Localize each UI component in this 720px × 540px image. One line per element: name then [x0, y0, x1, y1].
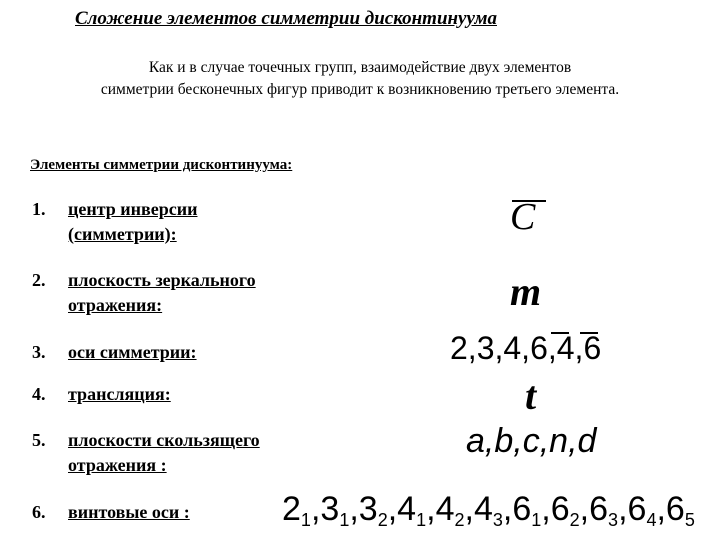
- screw-axis-subscript: 1: [339, 510, 350, 530]
- item-label: [68, 382, 171, 407]
- item-label: [68, 428, 260, 478]
- screw-axis-symbol: [628, 490, 657, 528]
- screw-axis-subscript: 3: [608, 510, 619, 530]
- item-label: [68, 340, 197, 365]
- separator-comma: ,: [618, 490, 628, 528]
- screw-axis-symbol: [359, 490, 388, 528]
- item-label-line-1: оси симметрии:: [68, 342, 197, 362]
- screw-axis-subscript: 2: [569, 510, 580, 530]
- item-number: 6.: [32, 502, 46, 522]
- separator-comma: ,: [579, 490, 590, 528]
- intro-line-1: Как и в случае точечных групп, взаимодействие двух элементов: [148, 59, 572, 76]
- screw-axis-symbol: [666, 490, 695, 528]
- screw-axis-subscript: 2: [454, 510, 465, 530]
- screw-axis-order: 6: [512, 490, 532, 528]
- screw-axis-subscript: 2: [377, 510, 388, 530]
- item-label-line-2: отражения:: [68, 295, 163, 315]
- screw-axis-subscript: 5: [684, 510, 695, 530]
- screw-axis-order: 6: [589, 490, 609, 528]
- screw-axis-order: 4: [397, 490, 417, 528]
- screw-axes-symbols: [282, 490, 695, 531]
- screw-axis-symbol: [512, 490, 541, 528]
- separator-comma: ,: [541, 490, 551, 528]
- item-number: 2.: [32, 270, 46, 290]
- item-label-line-1: винтовые оси :: [68, 502, 190, 522]
- screw-axis-order: 4: [473, 490, 493, 528]
- screw-axis-symbol: [282, 490, 311, 528]
- item-label-line-1: трансляция:: [68, 384, 171, 404]
- screw-axis-subscript: 3: [492, 510, 503, 530]
- item-label-line-1: плоскость зеркального: [68, 270, 256, 290]
- screw-axis-order: 2: [282, 490, 301, 528]
- intro-text: [18, 57, 702, 101]
- symmetry-axes-symbols: 2,3,4,6,4,6: [450, 330, 602, 366]
- glide-planes-symbols: a,b,c,n,d: [466, 422, 597, 460]
- screw-axis-order: 6: [627, 490, 647, 528]
- separator-comma: ,: [656, 490, 666, 528]
- screw-axis-order: 4: [435, 490, 455, 528]
- item-label: [68, 268, 256, 318]
- screw-axis-subscript: 1: [300, 510, 311, 530]
- screw-axis-order: 3: [320, 490, 340, 528]
- item-label: [68, 197, 198, 247]
- item-label-line-1: центр инверсии: [68, 199, 198, 219]
- item-number: 5.: [32, 430, 46, 450]
- screw-axis-order: 6: [665, 490, 685, 528]
- item-number: 3.: [32, 342, 46, 362]
- separator-comma: ,: [426, 490, 436, 528]
- separator-comma: ,: [349, 490, 359, 528]
- translation-symbol: t: [525, 373, 537, 418]
- screw-axis-symbol: [551, 490, 580, 528]
- screw-axis-subscript: 1: [531, 510, 542, 530]
- screw-axis-subscript: 1: [416, 510, 427, 530]
- separator-comma: ,: [387, 490, 398, 528]
- screw-axis-symbol: [436, 490, 465, 528]
- screw-axis-symbol: [474, 490, 503, 528]
- separator-comma: ,: [502, 490, 513, 528]
- screw-axis-order: 6: [550, 490, 570, 528]
- screw-axis-subscript: 4: [646, 510, 657, 530]
- intro-line-2: симметрии бесконечных фигур приводит к возникновению третьего элемента.: [100, 81, 620, 98]
- screw-axis-order: 3: [358, 490, 378, 528]
- separator-comma: ,: [310, 490, 321, 528]
- slide-title: Сложение элементов симметрии дисконтинуума: [75, 8, 497, 29]
- item-label-line-2: (симметрии):: [68, 224, 177, 244]
- separator-comma: ,: [464, 490, 474, 528]
- item-number: 1.: [32, 199, 46, 219]
- screw-axis-symbol: [397, 490, 426, 528]
- screw-axis-symbol: [320, 490, 349, 528]
- mirror-plane-symbol: m: [510, 269, 542, 314]
- item-label-line-2: отражения :: [68, 455, 167, 475]
- subtitle: Элементы симметрии дисконтинуума:: [30, 157, 293, 173]
- item-label-line-1: плоскости скользящего: [68, 430, 260, 450]
- inversion-center-symbol: C: [510, 196, 536, 238]
- item-label: [68, 500, 190, 525]
- item-number: 4.: [32, 384, 46, 404]
- screw-axis-symbol: [589, 490, 618, 528]
